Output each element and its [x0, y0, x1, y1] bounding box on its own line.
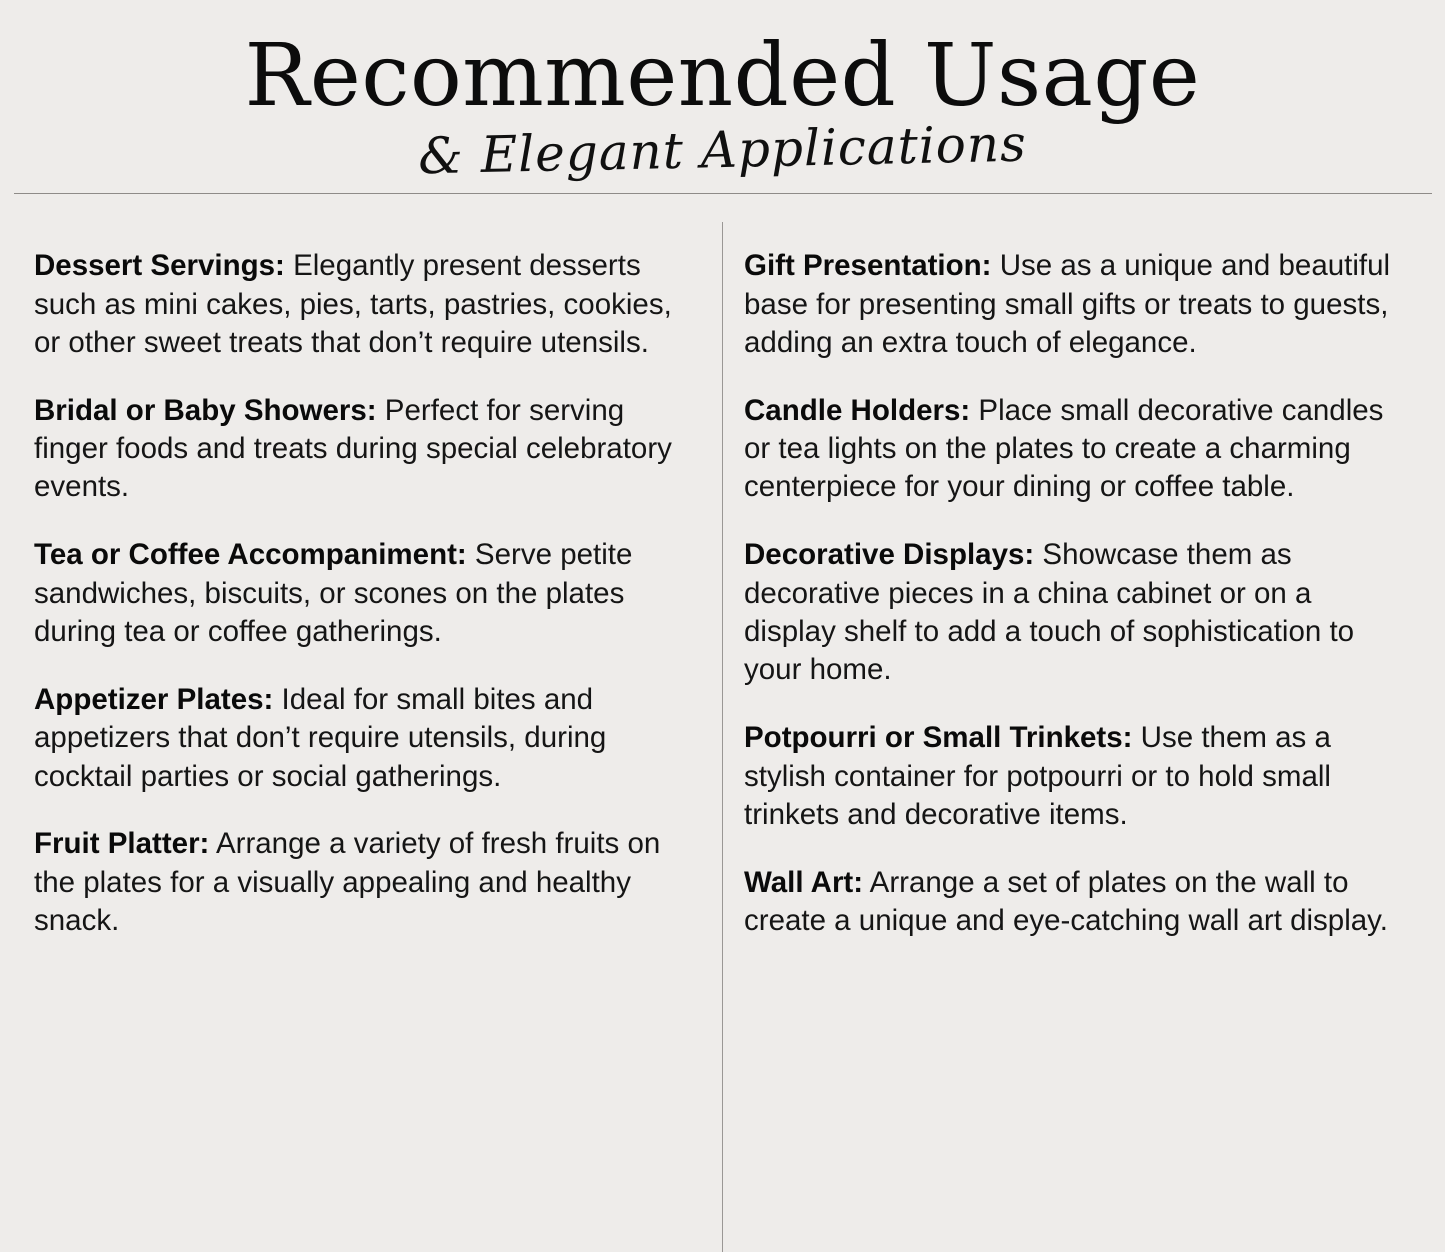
- content-columns: [0, 194, 1445, 941]
- list-item-body: Perfect for serving finger foods and treats during special celebratory events.: [34, 393, 672, 504]
- right-column: [704, 218, 1445, 941]
- list-item: [34, 392, 682, 507]
- list-item-lead: Potpourri or Small Trinkets:: [744, 721, 1133, 755]
- left-column: [0, 218, 704, 941]
- list-item-lead: Gift Presentation:: [744, 249, 992, 283]
- list-item: [34, 247, 682, 362]
- list-item-lead: Bridal or Baby Showers:: [34, 393, 377, 427]
- list-item-lead: Tea or Coffee Accompaniment:: [34, 538, 467, 572]
- page-header: [0, 0, 1445, 194]
- list-item-body: Serve petite sandwiches, biscuits, or scones on the plates during tea or coffee gatherings.: [34, 538, 633, 649]
- list-item: [744, 392, 1411, 507]
- list-item: [34, 681, 682, 796]
- list-item: [34, 825, 682, 940]
- list-item-body: Ideal for small bites and appetizers that don’t require utensils, during cocktail parties or social gatherings.: [34, 682, 607, 793]
- list-item-body: Use them as a stylish container for potpourri or to hold small trinkets and decorative items.: [744, 721, 1331, 831]
- page-subtitle: & Elegant Applications: [417, 114, 1028, 186]
- list-item: [744, 536, 1411, 689]
- list-item-body: Use as a unique and beautiful base for presenting small gifts or treats to guests, adding an extra touch of elegance.: [744, 249, 1391, 359]
- list-item-lead: Wall Art:: [744, 865, 864, 899]
- list-item-body: Arrange a variety of fresh fruits on the plates for a visually appealing and healthy snack.: [34, 827, 661, 938]
- list-item-lead: Candle Holders:: [744, 393, 971, 427]
- list-item-body: Showcase them as decorative pieces in a china cabinet or on a display shelf to add a touch of sophistication to your home.: [744, 538, 1355, 687]
- list-item-body: Arrange a set of plates on the wall to create a unique and eye-catching wall art display.: [744, 865, 1388, 938]
- list-item-body: Place small decorative candles or tea lights on the plates to create a charming centerpiece for your dining or coffee table.: [744, 393, 1384, 504]
- page-title: Recommended Usage: [244, 26, 1201, 126]
- list-item: [744, 864, 1411, 941]
- list-item-lead: Fruit Platter:: [34, 827, 210, 861]
- list-item: [34, 536, 682, 651]
- list-item-lead: Decorative Displays:: [744, 538, 1035, 572]
- list-item: [744, 247, 1411, 362]
- list-item-body: Elegantly present desserts such as mini cakes, pies, tarts, pastries, cookies, or other sweet treats that don’t require utensils.: [34, 249, 672, 359]
- column-divider: [722, 222, 723, 1252]
- list-item-lead: Dessert Servings:: [34, 249, 285, 283]
- list-item: [744, 719, 1411, 834]
- list-item-lead: Appetizer Plates:: [34, 682, 274, 716]
